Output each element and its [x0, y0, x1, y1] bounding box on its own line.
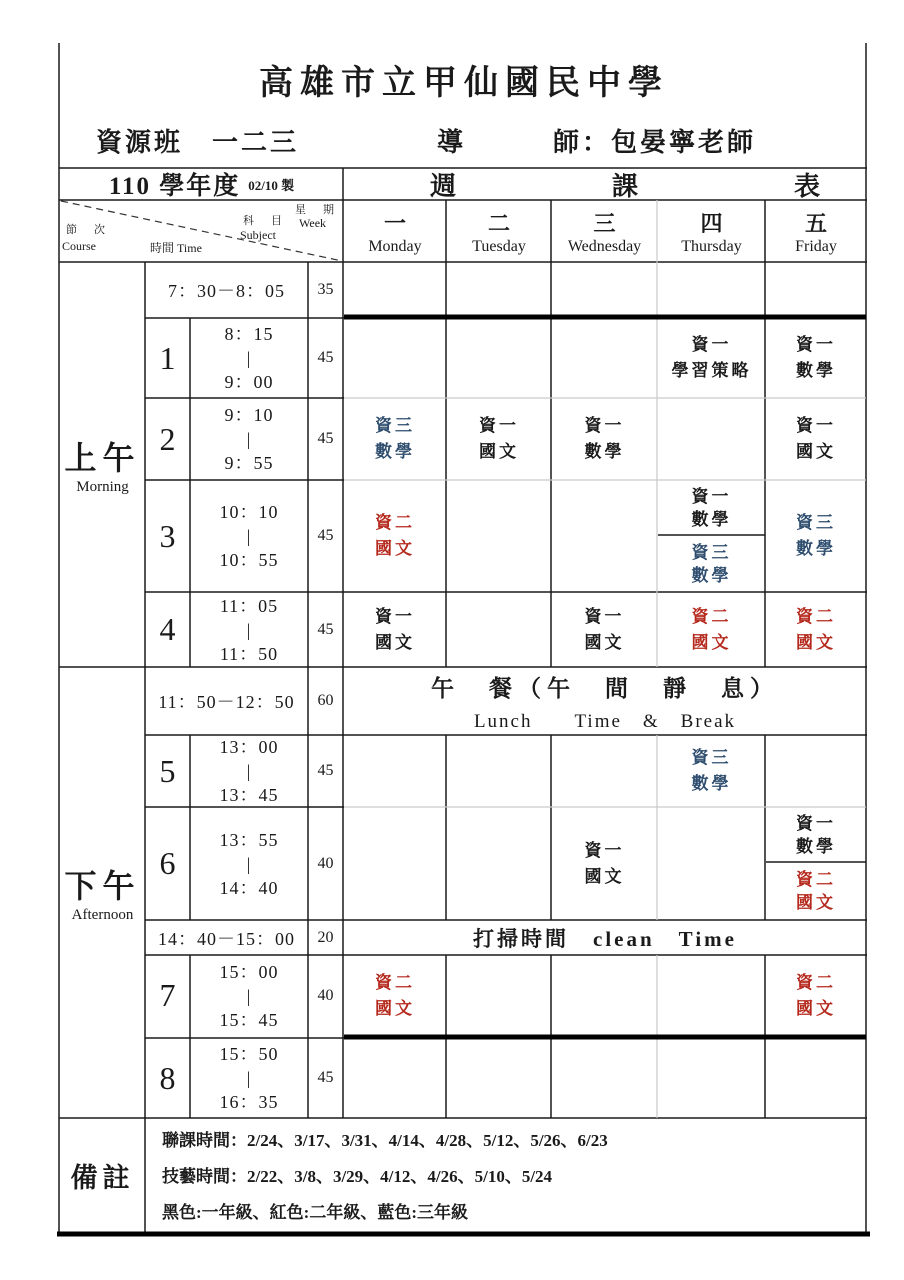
course-line: 資三: [691, 542, 732, 562]
course-line: 資一: [479, 416, 519, 435]
course-line: 國文: [796, 632, 836, 652]
day-header-thursday: [658, 202, 765, 260]
time-bar: |: [246, 526, 252, 546]
schedule-cell-p4-wednesday: [552, 593, 657, 666]
course-line: 資三: [796, 513, 836, 532]
course-line: 國文: [796, 893, 836, 912]
course-line: 資二: [691, 606, 732, 626]
notes-block: [162, 1123, 862, 1229]
course-line: 資一: [796, 813, 836, 833]
time-bar: |: [246, 429, 252, 449]
minutes-period-3: 45: [317, 527, 334, 544]
school-year-cell: [60, 168, 343, 200]
course-line: 資一: [375, 606, 415, 626]
course-line: 資三: [375, 416, 415, 435]
course-line: 數學: [691, 509, 732, 529]
schedule-cell-p2-tuesday: [447, 399, 551, 479]
weekly-title-char: 課: [611, 171, 638, 201]
course-line: 國文: [584, 632, 625, 652]
course-line: 數學: [375, 442, 415, 461]
course-line: 國文: [375, 632, 415, 652]
day-header-monday: [344, 202, 446, 260]
school-year-label: 110 學年度: [108, 173, 241, 200]
time-end: 11：50: [219, 643, 279, 664]
time-start: 9：10: [224, 405, 274, 425]
schedule-cell-p4-friday: [766, 593, 866, 666]
day-en: Monday: [368, 237, 422, 255]
time-end: 10：55: [219, 550, 279, 570]
schedule-cell-p1-friday: [766, 320, 866, 396]
minutes-period-8: 45: [317, 1069, 334, 1086]
time-start: 11：05: [219, 595, 279, 616]
day-header-friday: [766, 202, 866, 260]
time-period-2: [190, 399, 308, 479]
day-en: Wednesday: [567, 237, 642, 255]
course-line: 資二: [375, 972, 415, 992]
course-line: 國文: [375, 998, 415, 1018]
course-line: 資一: [584, 840, 625, 860]
morning-en: Morning: [76, 479, 129, 495]
day-zh: 二: [487, 210, 510, 236]
period-number-5: 5: [159, 752, 176, 789]
course-line: 國文: [796, 442, 836, 461]
period-number-3: 3: [159, 517, 176, 554]
day-en: Thursday: [681, 237, 742, 255]
course-line: 學習策略: [671, 361, 752, 380]
lunch-en: Lunch Time & Break: [473, 710, 737, 732]
time-bar: |: [246, 761, 252, 781]
note-line-1: 聯課時間：2/24、3/17、3/31、4/14、4/28、5/12、5/26、6/23: [162, 1131, 608, 1150]
minutes-period-7: 40: [317, 986, 334, 1004]
day-zh: 四: [700, 210, 723, 236]
course-line: 國文: [691, 632, 732, 652]
time-period-5: [190, 736, 308, 806]
minutes-reading: 35: [317, 281, 334, 298]
course-line: 數學: [691, 774, 732, 793]
time-bar: |: [246, 985, 252, 1006]
time-start: 13：00: [219, 737, 279, 757]
corner-course-zh: 節 次: [66, 224, 108, 236]
corner-subject-zh: 科 目: [243, 215, 285, 227]
period-number-8: 8: [159, 1059, 176, 1096]
weekly-title-char: 週: [430, 171, 457, 201]
course-line: 資二: [796, 972, 836, 992]
note-line-3: 黑色:一年級、紅色:二年級、藍色:三年級: [162, 1203, 468, 1222]
course-line: 資二: [375, 513, 415, 532]
time-period-7: [190, 956, 308, 1035]
schedule-cell-p2-monday: [344, 399, 446, 479]
course-line: 數學: [796, 836, 836, 856]
time-end: 14：40: [219, 877, 279, 898]
course-line: 國文: [375, 539, 415, 558]
minutes-period-4: 45: [317, 620, 334, 638]
note-line-2: 技藝時間：2/22、3/8、3/29、4/12、4/26、5/10、5/24: [162, 1167, 553, 1186]
schedule-cell-p3-thursday-top: [658, 481, 765, 534]
made-date-label: 02/10 製: [248, 177, 295, 193]
course-line: 資一: [796, 416, 836, 435]
schedule-cell-p1-thursday: [658, 320, 765, 396]
minutes-period-5: 45: [317, 762, 334, 779]
time-period-3: [190, 481, 308, 591]
time-range-reading: 7：30－8：05: [168, 281, 285, 301]
course-line: 資一: [691, 486, 732, 506]
course-line: 國文: [479, 442, 519, 461]
day-en: Tuesday: [472, 237, 526, 255]
schedule-cell-p2-wednesday: [552, 399, 657, 479]
weekly-schedule-title: [430, 168, 820, 200]
schedule-cell-p3-monday: [344, 481, 446, 591]
minutes-period-1: 45: [317, 349, 334, 366]
time-period-6: [190, 808, 308, 919]
time-bar: |: [246, 619, 252, 640]
morning-label: [60, 262, 145, 667]
time-period-1: [190, 320, 308, 396]
schedule-cell-p7-friday: [766, 956, 866, 1035]
corner-week-zh: 星 期: [295, 204, 337, 216]
course-line: 資二: [796, 606, 836, 626]
course-line: 數學: [691, 565, 732, 585]
afternoon-label: [60, 667, 145, 1118]
minutes-period-6: 40: [317, 854, 334, 872]
day-zh: 五: [804, 210, 827, 236]
schedule-cell-p4-thursday: [658, 593, 765, 666]
period-number-1: 1: [159, 339, 176, 376]
course-line: 資一: [584, 416, 625, 435]
course-line: 資一: [584, 606, 625, 626]
day-header-wednesday: [552, 202, 657, 260]
period-number-2: 2: [159, 420, 176, 457]
lunch-banner: [344, 667, 866, 735]
lunch-zh: 午 餐（午 間 靜 息）: [431, 675, 779, 701]
schedule-cell-p3-thursday-bottom: [658, 536, 765, 591]
schedule-cell-p6-friday-top: [766, 808, 866, 861]
teacher-label: 導 師：包晏寧老師: [437, 128, 757, 157]
time-start: 15：00: [219, 961, 279, 982]
period-number-4: 4: [159, 611, 176, 647]
course-line: 數學: [796, 361, 836, 380]
course-line: 數學: [796, 539, 836, 558]
schedule-cell-p4-monday: [344, 593, 446, 666]
minutes-period-2: 45: [317, 430, 334, 447]
day-header-tuesday: [447, 202, 551, 260]
time-end: 13：45: [219, 785, 279, 805]
minutes-clean: 20: [317, 928, 334, 946]
course-line: 國文: [796, 998, 836, 1018]
class-name-label: 資源班 一二三: [96, 128, 300, 157]
page-title: 高雄市立甲仙國民中學: [259, 64, 669, 102]
time-end: 9：00: [224, 372, 274, 392]
clean-time-banner: 打掃時間 clean Time: [473, 926, 737, 951]
time-end: 16：35: [219, 1092, 279, 1112]
schedule-cell-p5-thursday: [658, 736, 765, 806]
corner-time-label: 時間 Time: [150, 241, 202, 255]
course-line: 資三: [691, 748, 732, 767]
notes-label: 備註: [70, 1162, 135, 1193]
day-en: Friday: [795, 237, 837, 255]
morning-zh: 上午: [64, 440, 141, 476]
course-line: 國文: [584, 866, 625, 886]
schedule-cell-p3-friday: [766, 481, 866, 591]
course-line: 資二: [796, 870, 836, 889]
time-bar: |: [246, 853, 252, 874]
time-end: 9：55: [224, 453, 274, 473]
day-zh: 一: [383, 210, 406, 236]
period-number-7: 7: [159, 977, 176, 1013]
period-number-6: 6: [159, 845, 176, 881]
time-bar: |: [246, 348, 252, 368]
time-start: 13：55: [219, 829, 279, 850]
course-line: 資一: [796, 335, 836, 354]
day-zh: 三: [593, 210, 616, 236]
corner-course-en: Course: [62, 239, 96, 253]
schedule-cell-p6-friday-bottom: [766, 863, 866, 919]
schedule-cell-p2-friday: [766, 399, 866, 479]
time-start: 15：50: [219, 1044, 279, 1064]
course-line: 數學: [584, 442, 625, 461]
course-line: 資一: [691, 335, 732, 354]
afternoon-zh: 下午: [64, 868, 141, 904]
time-bar: |: [246, 1068, 252, 1088]
time-start: 8：15: [224, 324, 274, 344]
schedule-cell-p6-wednesday: [552, 808, 657, 919]
schedule-cell-p7-monday: [344, 956, 446, 1035]
time-range-lunch: 11：50－12：50: [158, 692, 295, 712]
corner-week-en: Week: [299, 216, 327, 230]
time-start: 10：10: [219, 502, 279, 522]
afternoon-en: Afternoon: [71, 907, 134, 923]
time-end: 15：45: [219, 1009, 279, 1030]
corner-subject-en: Subject: [240, 228, 276, 242]
minutes-lunch: 60: [317, 692, 334, 709]
time-period-4: [190, 593, 308, 666]
weekly-title-char: 表: [793, 171, 820, 201]
time-range-clean: 14：40－15：00: [158, 928, 295, 949]
time-period-8: [190, 1039, 308, 1117]
